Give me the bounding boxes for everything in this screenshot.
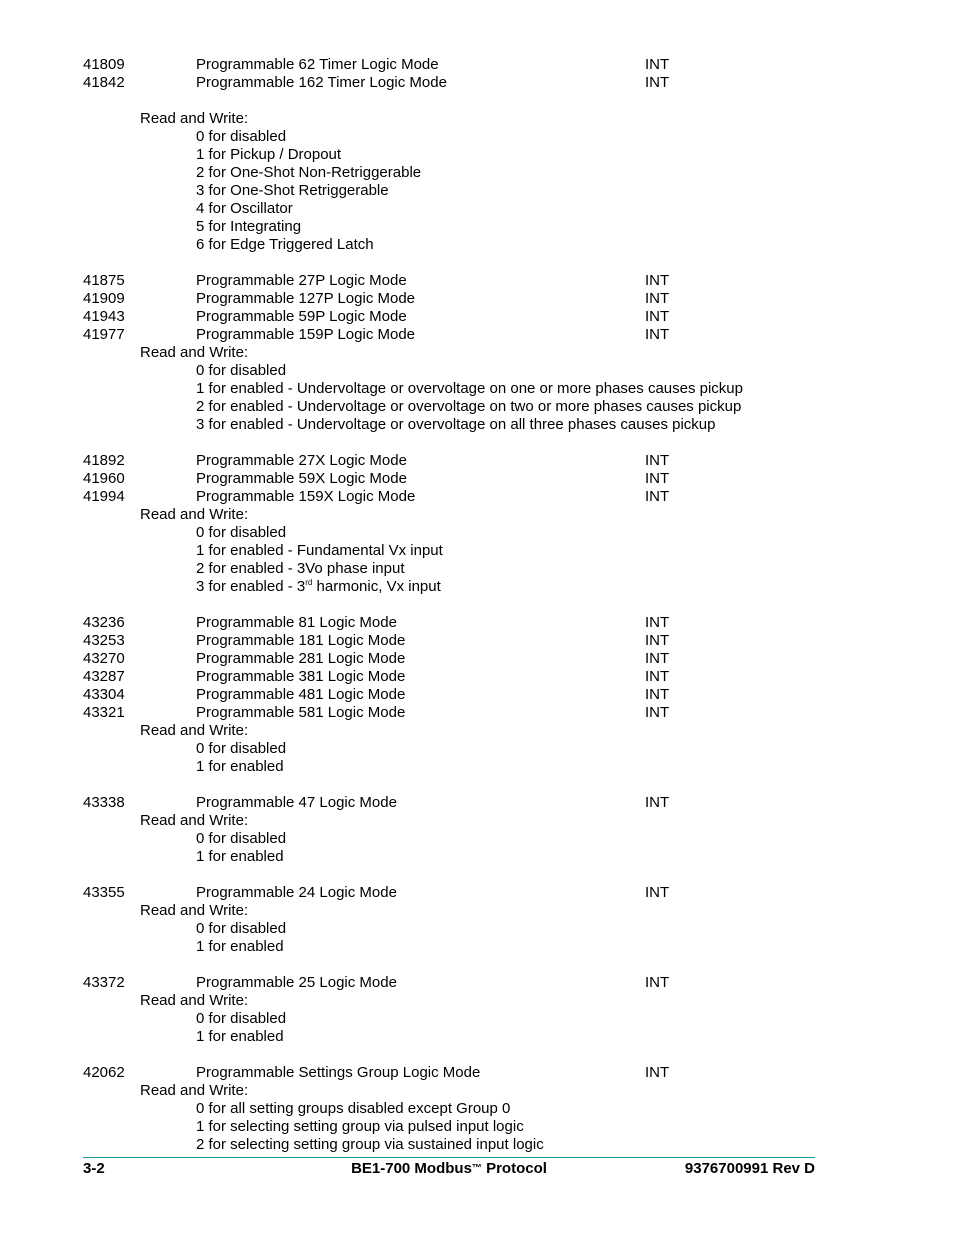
option-text: 3 for One-Shot Retriggerable [196, 182, 389, 199]
register-name: Programmable 127P Logic Mode [196, 290, 416, 307]
register-type: INT [645, 974, 670, 991]
option-row [0, 200, 954, 218]
trademark-symbol: ™ [471, 1163, 482, 1174]
option-row [0, 416, 954, 434]
option-row [0, 542, 954, 560]
register-type: INT [645, 326, 670, 343]
register-name: Programmable 47 Logic Mode [196, 794, 397, 811]
register-address: 41875 [83, 272, 125, 289]
option-text: 2 for One-Shot Non-Retriggerable [196, 164, 422, 181]
read-write-label: Read and Write: [140, 1082, 249, 1099]
register-name: Programmable 159P Logic Mode [196, 326, 416, 343]
register-type: INT [645, 614, 670, 631]
option-text: 0 for disabled [196, 740, 287, 757]
option-text: 1 for enabled - Undervoltage or overvoltage on one or more phases causes pickup [196, 380, 743, 397]
register-row [0, 488, 954, 506]
register-name: Programmable 162 Timer Logic Mode [196, 74, 447, 91]
option-text: 2 for selecting setting group via sustained input logic [196, 1136, 544, 1153]
register-row [0, 272, 954, 290]
option-row [0, 128, 954, 146]
register-row [0, 326, 954, 344]
register-address: 43355 [83, 884, 125, 901]
read-write-row [0, 110, 954, 128]
register-row [0, 74, 954, 92]
register-row [0, 632, 954, 650]
read-write-row [0, 812, 954, 830]
register-type: INT [645, 308, 670, 325]
register-name: Programmable 481 Logic Mode [196, 686, 406, 703]
register-type: INT [645, 272, 670, 289]
option-row [0, 236, 954, 254]
register-row [0, 686, 954, 704]
read-write-row [0, 344, 954, 362]
option-text: 1 for enabled [196, 848, 284, 865]
register-name: Programmable 181 Logic Mode [196, 632, 406, 649]
option-text: 0 for all setting groups disabled except Group 0 [196, 1100, 511, 1117]
register-type: INT [645, 470, 670, 487]
read-write-label: Read and Write: [140, 506, 249, 523]
read-write-label: Read and Write: [140, 110, 249, 127]
register-name: Programmable 59P Logic Mode [196, 308, 407, 325]
register-address: 43304 [83, 686, 125, 703]
register-type: INT [645, 74, 670, 91]
register-name: Programmable 62 Timer Logic Mode [196, 56, 439, 73]
register-type: INT [645, 650, 670, 667]
register-row [0, 614, 954, 632]
document-title-text: BE1-700 Modbus [351, 1160, 472, 1177]
read-write-row [0, 722, 954, 740]
register-row [0, 704, 954, 722]
register-row [0, 794, 954, 812]
option-row [0, 830, 954, 848]
option-text: 1 for selecting setting group via pulsed input logic [196, 1118, 524, 1135]
register-listing [0, 56, 954, 1154]
option-row [0, 758, 954, 776]
register-address: 43253 [83, 632, 125, 649]
option-row [0, 578, 954, 596]
register-row [0, 668, 954, 686]
option-row [0, 848, 954, 866]
page-footer [83, 1159, 815, 1179]
register-row [0, 308, 954, 326]
register-address: 43236 [83, 614, 125, 631]
register-row [0, 650, 954, 668]
register-name: Programmable 281 Logic Mode [196, 650, 406, 667]
register-type: INT [645, 794, 670, 811]
option-text: 4 for Oscillator [196, 200, 293, 217]
register-address: 41994 [83, 488, 125, 505]
register-name: Programmable 25 Logic Mode [196, 974, 397, 991]
register-row [0, 884, 954, 902]
register-row [0, 56, 954, 74]
option-text: 3 for enabled - Undervoltage or overvoltage on all three phases causes pickup [196, 416, 716, 433]
section-gap [0, 1046, 954, 1064]
register-row [0, 1064, 954, 1082]
option-row [0, 146, 954, 164]
register-address: 41842 [83, 74, 125, 91]
register-type: INT [645, 452, 670, 469]
option-text: 5 for Integrating [196, 218, 302, 235]
register-row [0, 452, 954, 470]
register-type: INT [645, 632, 670, 649]
register-address: 43321 [83, 704, 125, 721]
section-gap [0, 434, 954, 452]
option-row [0, 218, 954, 236]
option-row [0, 560, 954, 578]
read-write-label: Read and Write: [140, 812, 249, 829]
register-type: INT [645, 56, 670, 73]
read-write-row [0, 992, 954, 1010]
option-row [0, 524, 954, 542]
register-address: 43338 [83, 794, 125, 811]
option-text: 0 for disabled [196, 830, 287, 847]
document-title-suffix: Protocol [481, 1160, 547, 1177]
option-row [0, 182, 954, 200]
register-name: Programmable 59X Logic Mode [196, 470, 407, 487]
option-row [0, 164, 954, 182]
register-address: 43372 [83, 974, 125, 991]
option-row [0, 1010, 954, 1028]
option-row [0, 1100, 954, 1118]
register-name: Programmable 381 Logic Mode [196, 668, 406, 685]
read-write-label: Read and Write: [140, 902, 249, 919]
register-type: INT [645, 686, 670, 703]
section-gap [0, 92, 954, 110]
register-type: INT [645, 1064, 670, 1081]
option-row [0, 398, 954, 416]
register-name: Programmable 27X Logic Mode [196, 452, 407, 469]
option-text: 2 for enabled - 3Vo phase input [196, 560, 405, 577]
option-text: 6 for Edge Triggered Latch [196, 236, 374, 253]
register-address: 41892 [83, 452, 125, 469]
option-text: 0 for disabled [196, 362, 287, 379]
register-address: 41960 [83, 470, 125, 487]
register-type: INT [645, 884, 670, 901]
read-write-row [0, 506, 954, 524]
document-number: 9376700991 Rev D [684, 1160, 815, 1177]
register-address: 43270 [83, 650, 125, 667]
option-row [0, 380, 954, 398]
option-row [0, 1118, 954, 1136]
option-text: 1 for enabled [196, 938, 284, 955]
register-address: 41977 [83, 326, 125, 343]
register-name: Programmable Settings Group Logic Mode [196, 1064, 481, 1081]
option-text-post: harmonic, Vx input [312, 578, 441, 595]
register-name: Programmable 581 Logic Mode [196, 704, 406, 721]
option-text: 0 for disabled [196, 128, 287, 145]
option-text: 0 for disabled [196, 920, 287, 937]
register-row [0, 470, 954, 488]
option-text: 1 for Pickup / Dropout [196, 146, 342, 163]
register-name: Programmable 81 Logic Mode [196, 614, 397, 631]
section-gap [0, 596, 954, 614]
register-type: INT [645, 290, 670, 307]
section-gap [0, 254, 954, 272]
footer-rule [83, 1157, 815, 1158]
register-name: Programmable 27P Logic Mode [196, 272, 407, 289]
register-address: 41943 [83, 308, 125, 325]
register-address: 41809 [83, 56, 125, 73]
option-text: 2 for enabled - Undervoltage or overvoltage on two or more phases causes pickup [196, 398, 742, 415]
register-type: INT [645, 668, 670, 685]
option-row [0, 362, 954, 380]
section-gap [0, 956, 954, 974]
section-gap [0, 866, 954, 884]
register-name: Programmable 24 Logic Mode [196, 884, 397, 901]
option-text: 0 for disabled [196, 1010, 287, 1027]
option-text [196, 578, 441, 596]
register-name: Programmable 159X Logic Mode [196, 488, 416, 505]
option-text-pre: 3 for enabled - 3 [196, 578, 306, 595]
register-address: 41909 [83, 290, 125, 307]
register-type: INT [645, 488, 670, 505]
register-type: INT [645, 704, 670, 721]
option-text: 1 for enabled [196, 758, 284, 775]
register-address: 43287 [83, 668, 125, 685]
read-write-row [0, 902, 954, 920]
page-number: 3-2 [83, 1160, 105, 1177]
read-write-row [0, 1082, 954, 1100]
option-row [0, 740, 954, 758]
read-write-label: Read and Write: [140, 344, 249, 361]
option-row [0, 1028, 954, 1046]
register-row [0, 290, 954, 308]
section-gap [0, 776, 954, 794]
register-address: 42062 [83, 1064, 125, 1081]
option-text: 0 for disabled [196, 524, 287, 541]
option-row [0, 920, 954, 938]
read-write-label: Read and Write: [140, 722, 249, 739]
option-text: 1 for enabled [196, 1028, 284, 1045]
ordinal-suffix: rd [305, 578, 313, 587]
option-row [0, 938, 954, 956]
register-row [0, 974, 954, 992]
option-text: 1 for enabled - Fundamental Vx input [196, 542, 443, 559]
option-row [0, 1136, 954, 1154]
read-write-label: Read and Write: [140, 992, 249, 1009]
